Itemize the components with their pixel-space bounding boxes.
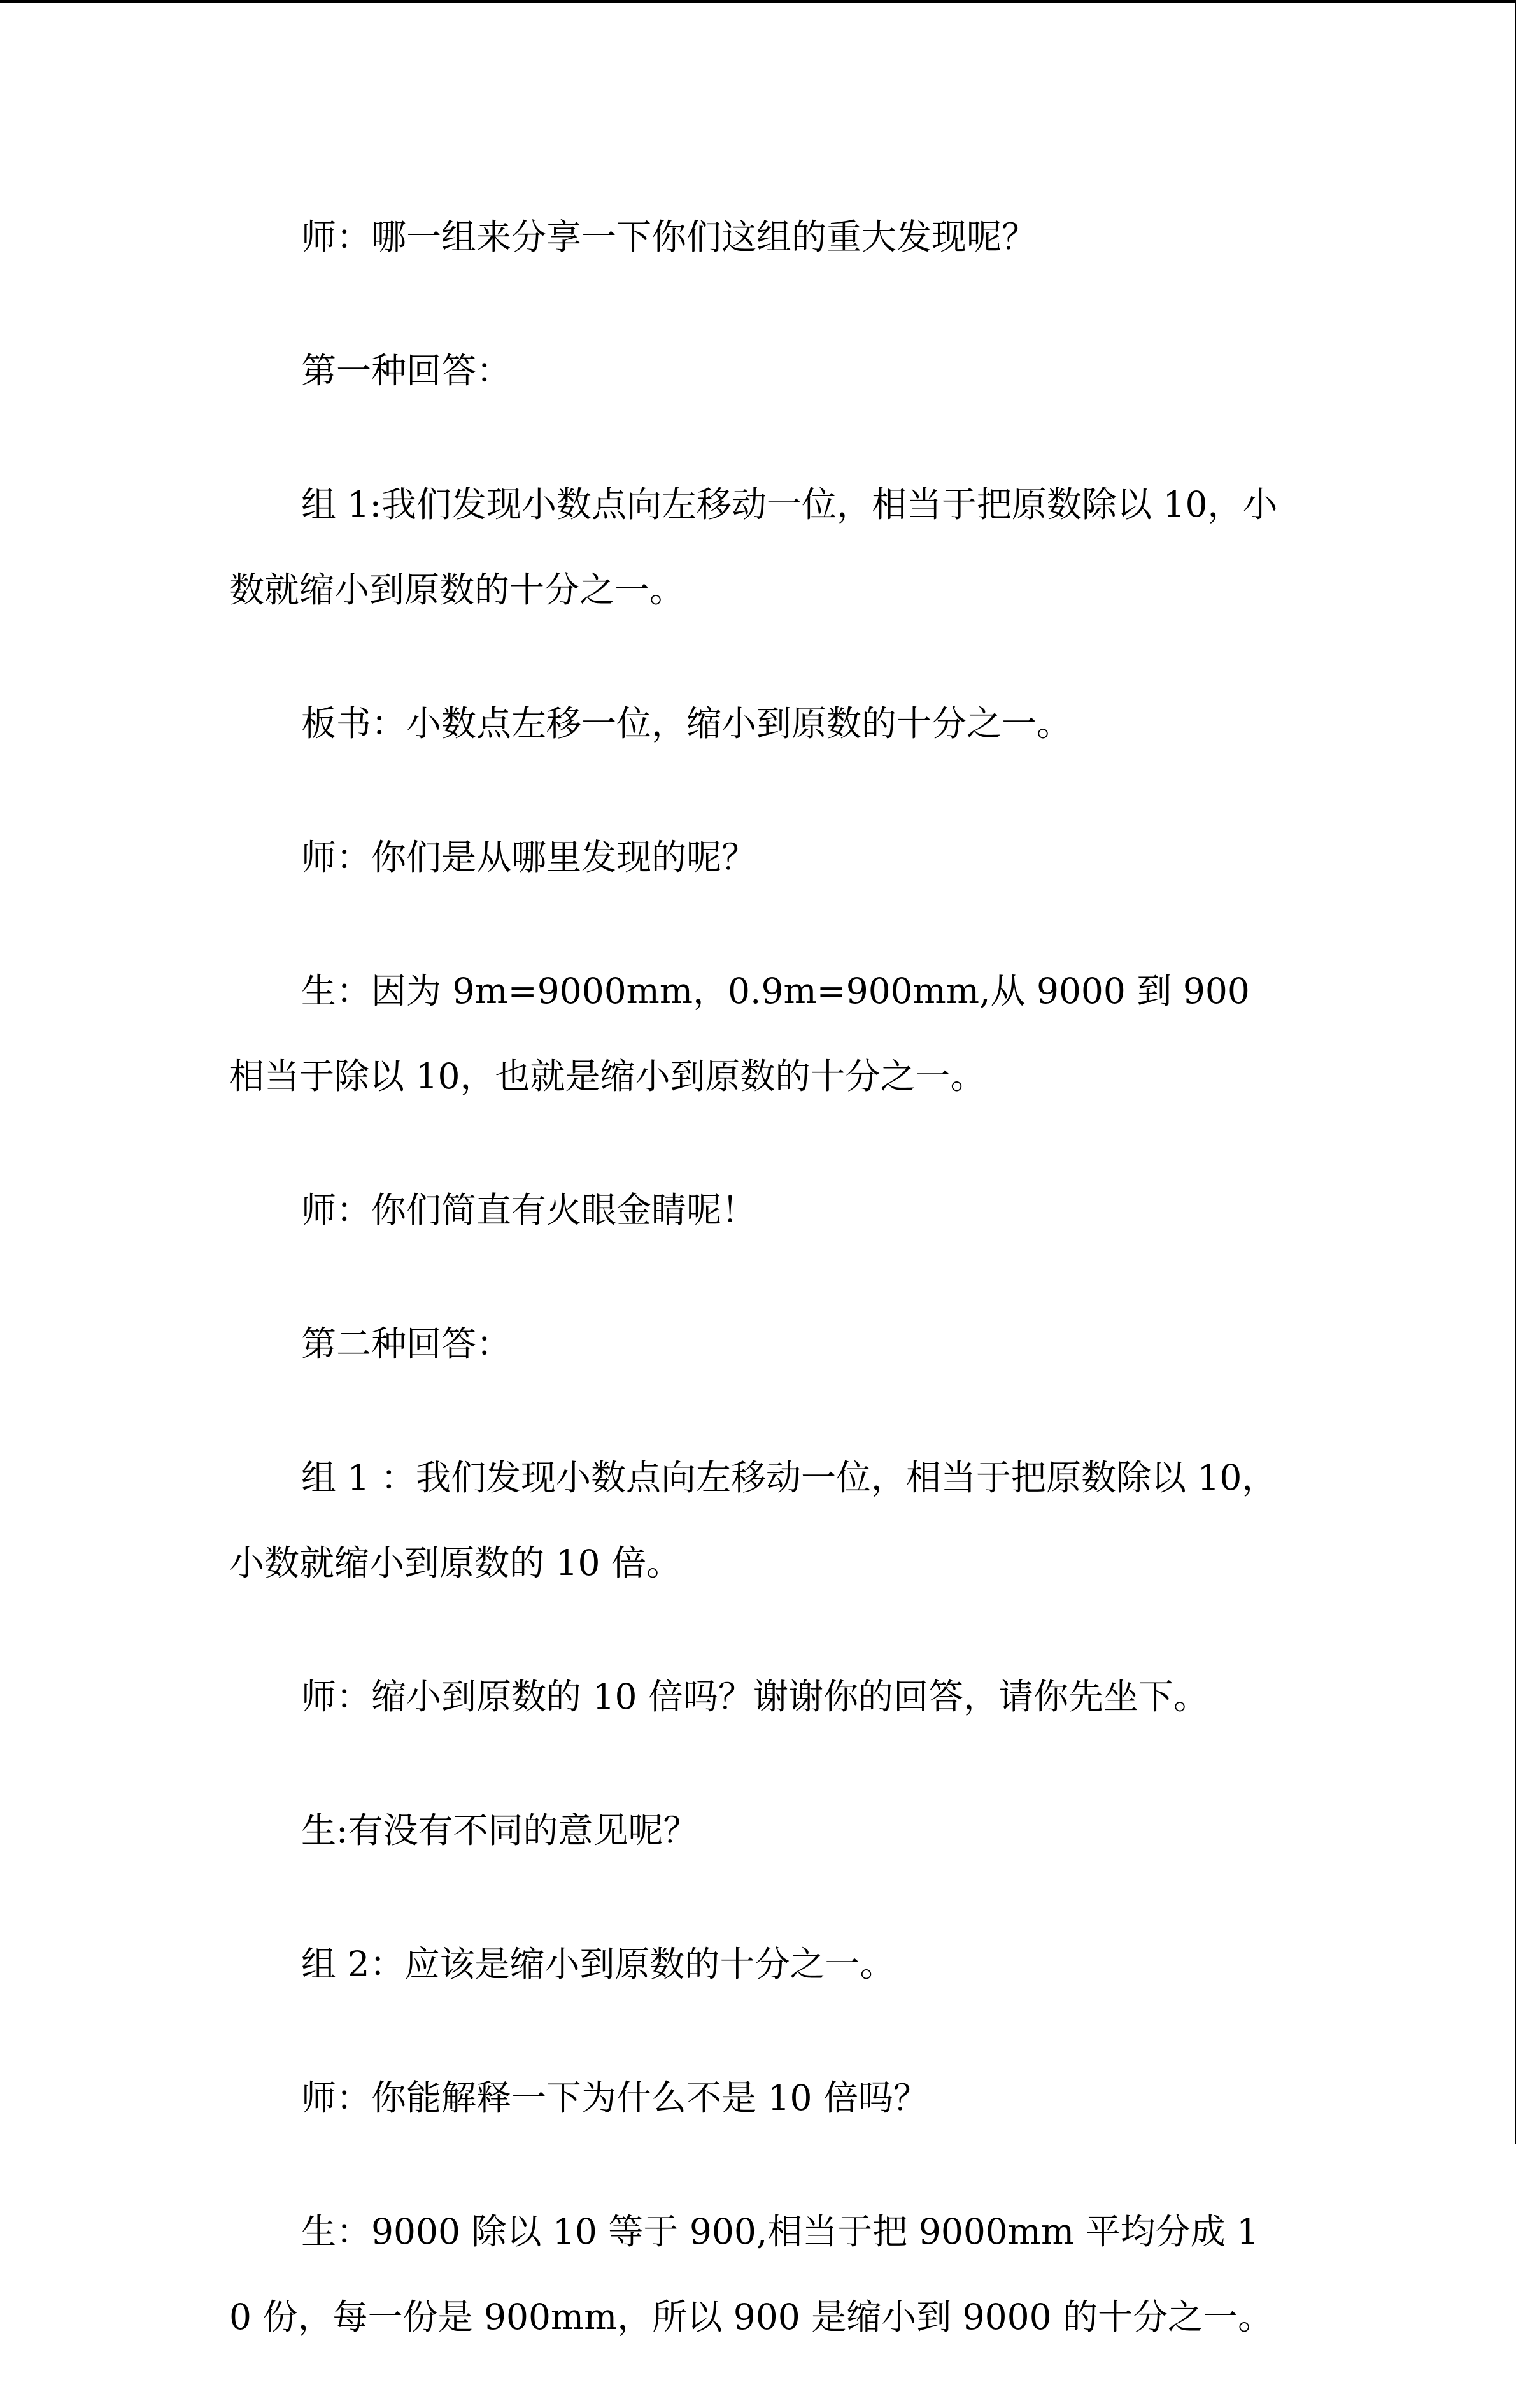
paragraph-group1-finding: 组 1:我们发现小数点向左移动一位，相当于把原数除以 10，小数就缩小到原数的十分之一。 — [229, 484, 1278, 610]
paragraph-teacher-question: 师：哪一组来分享一下你们这组的重大发现呢？ — [301, 217, 1037, 257]
paragraph-student-final-explanation: 生：9000 除以 10 等于 900,相当于把 9000mm 平均分成 10 份，每一份是 900mm，所以 900 是缩小到 9000 的十分之一。 — [229, 2211, 1273, 2337]
paragraph-teacher-response: 师：缩小到原数的 10 倍吗？谢谢你的回答，请你先坐下。 — [301, 1676, 1208, 1717]
paragraph-blackboard-note: 板书：小数点左移一位，缩小到原数的十分之一。 — [301, 703, 1072, 744]
paragraph-teacher-where: 师：你们是从哪里发现的呢？ — [301, 837, 757, 878]
paragraph-teacher-praise: 师：你们简直有火眼金睛呢！ — [301, 1190, 757, 1230]
top-border-line — [0, 0, 1516, 3]
document-body — [229, 194, 1280, 2408]
paragraph-teacher-why: 师：你能解释一下为什么不是 10 倍吗？ — [301, 2077, 928, 2118]
paragraph-group1-wrong-answer: 组 1 ：我们发现小数点向左移动一位，相当于把原数除以 10，小数就缩小到原数的 10 倍。 — [229, 1457, 1277, 1583]
paragraph-second-answer-heading: 第二种回答： — [301, 1323, 512, 1364]
paragraph-first-answer-heading: 第一种回答： — [301, 350, 512, 391]
paragraph-group2-answer: 组 2：应该是缩小到原数的十分之一。 — [301, 1944, 895, 1984]
paragraph-student-other-opinion: 生:有没有不同的意见呢？ — [301, 1810, 698, 1851]
paragraph-student-explanation: 生：因为 9m=9000mm，0.9m=900mm,从 9000 到 900 相当于除以 10，也就是缩小到原数的十分之一。 — [229, 971, 1250, 1097]
